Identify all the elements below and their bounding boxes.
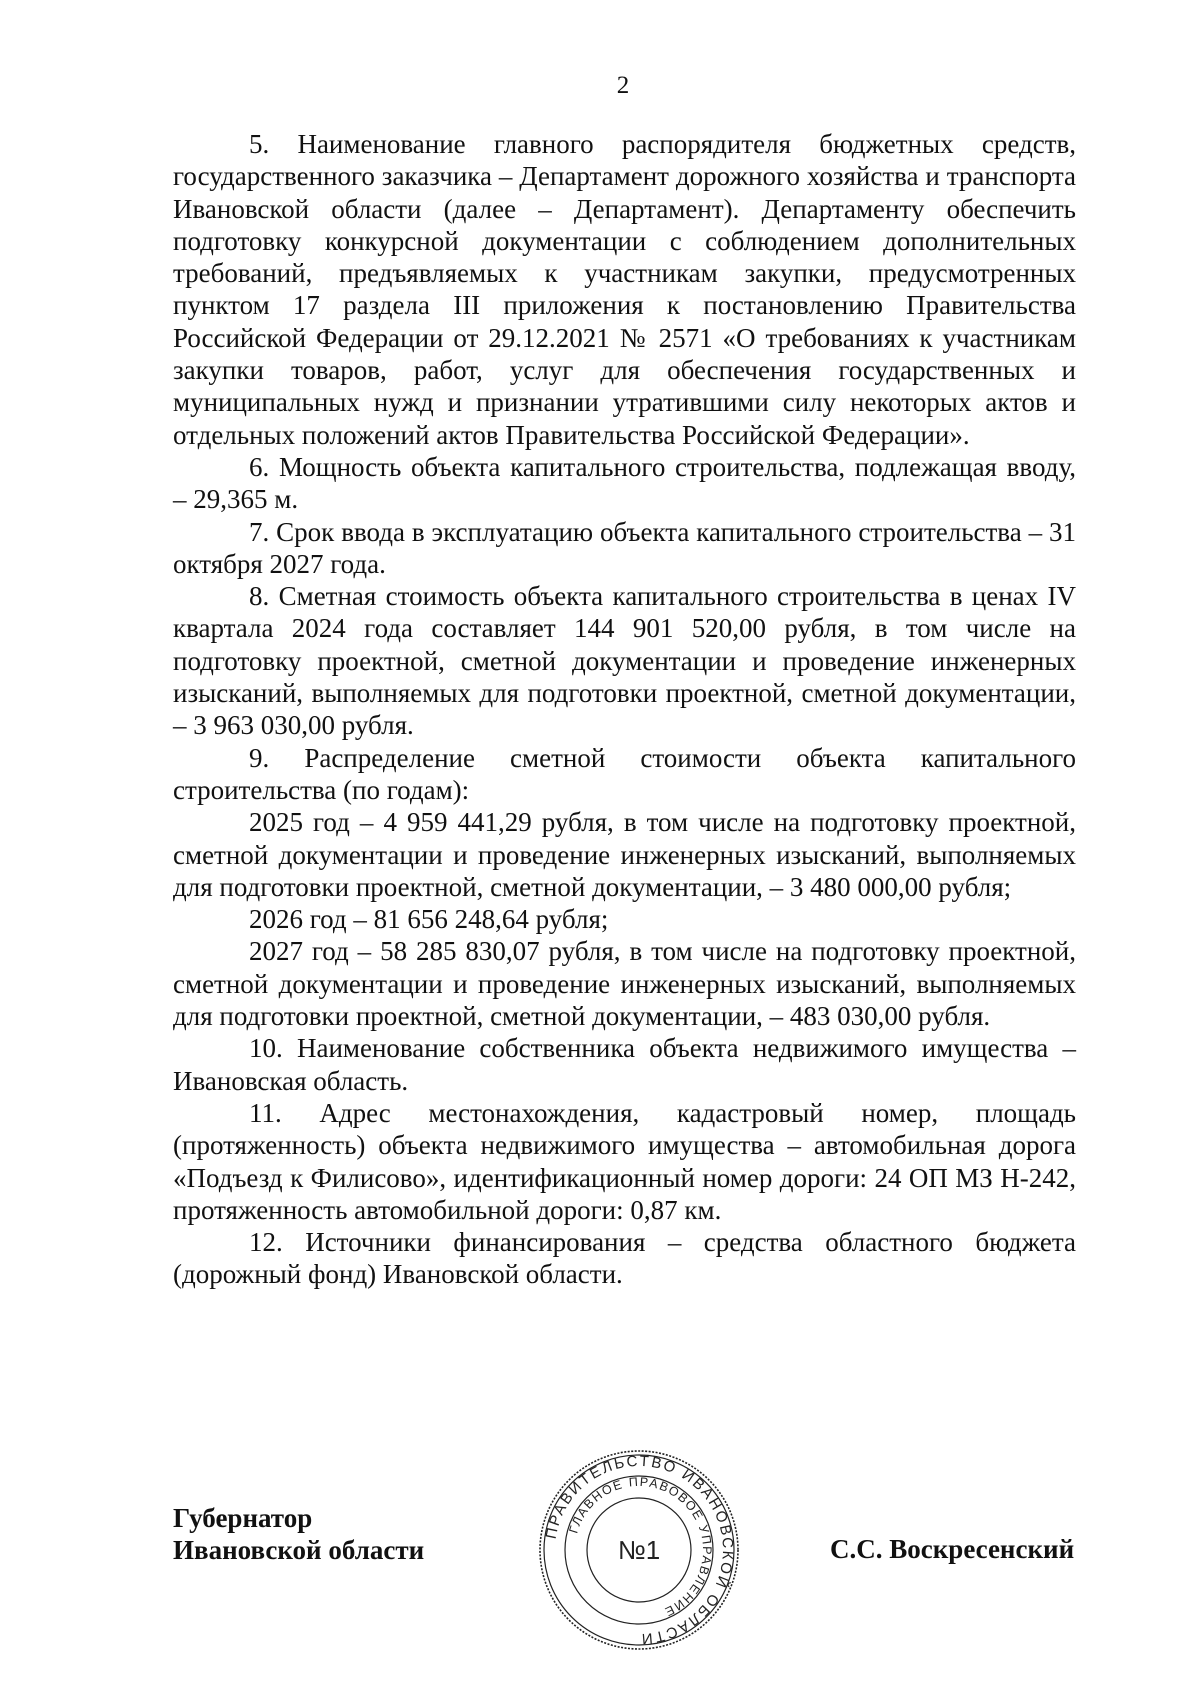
seal-outer-text: ПРАВИТЕЛЬСТВО ИВАНОВСКОЙ ОБЛАСТИ: [542, 1452, 737, 1648]
seal-stamp-icon: [537, 1448, 741, 1652]
paragraph-7: 7. Срок ввода в эксплуатацию объекта капитального строительства – 31 октября 2027 года.: [173, 516, 1076, 579]
signature-title-line2: Ивановской области: [173, 1535, 425, 1565]
paragraph-6: 6. Мощность объекта капитального строительства, подлежащая вводу, – 29,365 м.: [173, 451, 1076, 515]
paragraph-11: 11. Адрес местонахождения, кадастровый номер, площадь (протяженность) объекта недвижимого имущества – автомобильная дорога «Подъезд к Филисово», идентификационный номер дороги: 24 ОП МЗ Н-242, протяженность автомобильной дороги: 0,87 км.: [173, 1097, 1076, 1225]
paragraph-9: 9. Распределение сметной стоимости объекта капитального строительства (по годам):: [173, 742, 1076, 805]
official-seal: [537, 1448, 741, 1652]
paragraph-2025: 2025 год – 4 959 441,29 рубля, в том числе на подготовку проектной, сметной документации и проведение инженерных изысканий, выполняемых для подготовки проектной, сметной документации, – 3 480 000,00 рубля;: [173, 807, 1076, 902]
page-number: 2: [616, 72, 630, 99]
seal-number: №1: [617, 1535, 661, 1565]
paragraph-8: 8. Сметная стоимость объекта капитального строительства в ценах IV квартала 2024 года составляет 144 901 520,00 рубля, в том числе на подготовку проектной, сметной документации и проведение инженерных изысканий, выполняемых для подготовки проектной, сметной документации, – 3 963 030,00 рубля.: [173, 581, 1076, 741]
seal-inner-text: ГЛАВНОЕ ПРАВОВОЕ УПРАВЛЕНИЕ: [566, 1474, 715, 1620]
paragraph-5: 5. Наименование главного распорядителя бюджетных средств, государственного заказчика – Департамент дорожного хозяйства и транспорта Ивановской области (далее – Департамент). Департаменту обеспечить подготовку конкурсной документации с соблюдением дополнительных требований, предъявляемых к участникам закупки, предусмотренных пунктом 17 раздела III приложения к постановлению Правительства Российской Федерации от 29.12.2021 № 2571 «О требованиях к участникам закупки товаров, работ, услуг для обеспечения государственных и муниципальных нужд и признании утратившими силу некоторых актов и отдельных положений актов Правительства Российской Федерации».: [173, 129, 1076, 450]
paragraph-2026: 2026 год – 81 656 248,64 рубля;: [249, 904, 609, 935]
signature-title-line1: Губернатор: [173, 1503, 313, 1533]
paragraph-10: 10. Наименование собственника объекта недвижимого имущества – Ивановская область.: [173, 1033, 1076, 1096]
paragraph-12: 12. Источники финансирования – средства областного бюджета (дорожный фонд) Ивановской области.: [173, 1227, 1076, 1290]
document-body: [173, 128, 1076, 1291]
signature-name: С.С. Воскресенский: [830, 1534, 1075, 1564]
paragraph-2027: 2027 год – 58 285 830,07 рубля, в том числе на подготовку проектной, сметной документации и проведение инженерных изысканий, выполняемых для подготовки проектной, сметной документации, – 483 030,00 рубля.: [173, 936, 1076, 1032]
